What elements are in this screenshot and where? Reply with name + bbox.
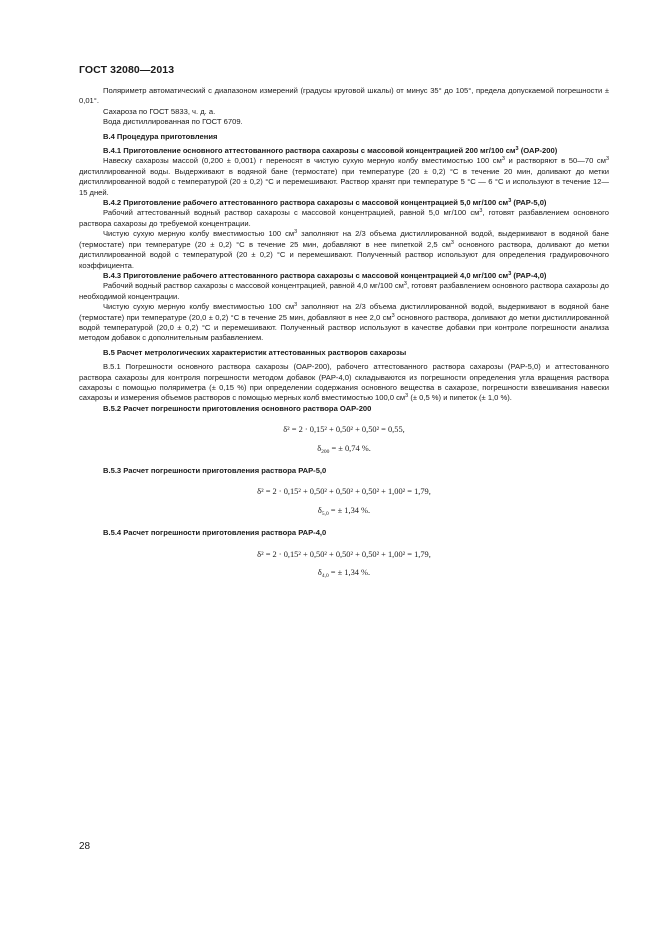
formula-b53-error: $\delta_{5,0}$ = ± 1,34 %. <box>317 505 371 517</box>
paragraph-sugar: Сахароза по ГОСТ 5833, ч. д. а. <box>103 106 216 116</box>
document-header: ГОСТ 32080—2013 <box>79 64 175 76</box>
formula-b53-variance: δ² = 2 · 0,15² + 0,50² + 0,50² + 0,50² + 1,00² = 1,79, <box>257 487 431 497</box>
formula-b52-error: $\delta_{200}$ = ± 0,74 %. <box>317 443 371 455</box>
formula-b52-variance: δ² = 2 · 0,15² + 0,50² + 0,50² = 0,55, <box>283 425 405 435</box>
section-b41-title: В.4.1 Приготовление основного аттестованного раствора сахарозы с массовой концентрацией 200 мг/100 $см^3$ (ОАР-200) <box>103 146 558 156</box>
section-b4-title: В.4 Процедура приготовления <box>103 131 218 141</box>
section-b42-title: В.4.2 Приготовление рабочего аттестованного раствора сахарозы с массовой концентрацией 5,0 мг/100 $см^3$ (РАР-5,0) <box>103 198 547 208</box>
paragraph-b43-1: Рабочий водный раствор сахарозы с массовой концентрацией, равной 4,0 мг/100 $см^3$, готовят разбавлением основного раствора сахарозы до необходимой концентрации. <box>79 281 609 301</box>
paragraph-water: Вода дистиллированная по ГОСТ 6709. <box>103 117 243 127</box>
formula-b54-error: $\delta_{4,0}$ = ± 1,34 %. <box>317 568 371 580</box>
paragraph-b42-2: Чистую сухую мерную колбу вместимостью 100 $см^3$ заполняют на 2/3 объема дистиллированной водой, выдерживают в водяной бане (термостате) при температуре (20 ± 0,2) °С в течение 25 мин, добавляют в нее пипеткой 2,5 $см^3$ основного раствора, доливают до метки дистиллированной водой с температурой (20 ± 0,2) °С и перемешивают. Полученный раствор используют для определения градуировочного коэффициента. <box>79 229 609 270</box>
page-number: 28 <box>79 841 91 852</box>
section-b5-title: В.5 Расчет метрологических характеристик аттестованных растворов сахарозы <box>103 347 407 357</box>
paragraph-polarimeter: Поляриметр автоматический с диапазоном измерений (градусы круговой шкалы) от минус 35° до 105°, предела допускаемой погрешности ± 0,01°. <box>79 86 609 106</box>
paragraph-b42-1: Рабочий аттестованный водный раствор сахарозы с массовой концентрацией, равной 5,0 мг/100 $см^3$, готовят разбавлением основного раствора сахарозы до требуемой концентрации. <box>79 208 609 228</box>
section-b54-title: В.5.4 Расчет погрешности приготовления раствора РАР-4,0 <box>103 528 327 538</box>
document-body <box>79 86 609 590</box>
section-b53-title: В.5.3 Расчет погрешности приготовления раствора РАР-5,0 <box>103 466 327 475</box>
paragraph-b51: В.5.1 Погрешности основного раствора сахарозы (ОАР-200), рабочего аттестованного раствора сахарозы (РАР-5,0) и аттестованного раствора сахарозы для контроля погрешности методом добавок (РАР-4,0) складываются из погрешности определения угла вращения раствора сахарозы с помощью поляриметра (± 0,15 %) при определении содержания основного вещества в сахарозе, погрешности взвешивания навески сахарозы и измерения объемов растворов с помощью мерных колб вместимостью 100,0 $см^3$ (± 0,5 %) и пипеток (± 1,0 %). <box>79 362 609 403</box>
paragraph-b41: Навеску сахарозы массой (0,200 ± 0,001) г переносят в чистую сухую мерную колбу вместимостью 100 $см^3$ и растворяют в 50—70 $см^3$ дистиллированной воды. Выдерживают в водяной бане (термостате) при температуре (20 ± 0,2) °С в течение 20 мин, доливают до метки дистиллированной водой с температурой (20 ± 0,2) °С и перемешивают. Раствор хранят при температуре 5 °С — 6 °С и используют в течение 12—15 дней. <box>79 156 609 197</box>
formula-b54-variance: δ² = 2 · 0,15² + 0,50² + 0,50² + 0,50² + 1,00² = 1,79, <box>257 549 431 559</box>
section-b43-title: В.4.3 Приготовление рабочего аттестованного раствора сахарозы с массовой концентрацией 4,0 мг/100 $см^3$ (РАР-4,0) <box>103 270 547 280</box>
paragraph-b43-2: Чистую сухую мерную колбу вместимостью 100 $см^3$ заполняют на 2/3 объема дистиллированной водой, выдерживают в водяной бане (термостате) при температуре (20,0 ± 0,2) °С в течение 25 мин, добавляют в нее 2,0 $см^3$ основного раствора, доливают до метки дистиллированной водой температурой (20,0 ± 0,2) °С и перемешивают. Полученный раствор используют в качестве добавки при контроле погрешности анализа методом добавок с дополнительным разбавлением. <box>79 302 609 343</box>
section-b52-title: В.5.2 Расчет погрешности приготовления основного раствора ОАР-200 <box>103 403 372 413</box>
